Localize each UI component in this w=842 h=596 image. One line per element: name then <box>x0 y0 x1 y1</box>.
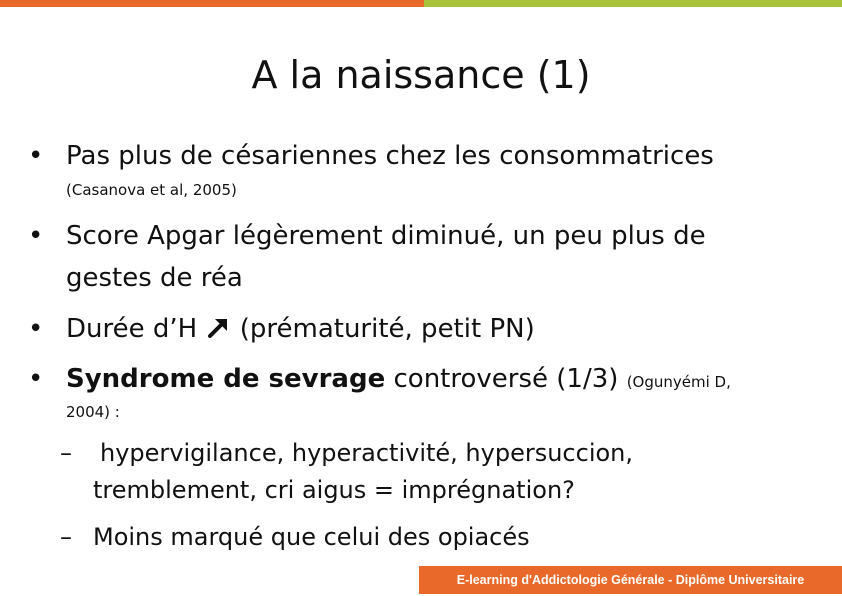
bullet-4-reference: (Ogunyémi D, <box>626 373 731 391</box>
bullet-marker: • <box>28 141 44 171</box>
sub-item-1-line1: hypervigilance, hyperactivité, hypersuccion, <box>100 439 634 467</box>
bullet-3-text <box>66 313 535 345</box>
footer-banner: E-learning d'Addictologie Générale - Diplôme Universitaire <box>419 566 842 594</box>
bullet-2-text-line2: gestes de réa <box>66 263 243 293</box>
sub-item-2-text: Moins marqué que celui des opiacés <box>93 523 530 551</box>
top-accent-bar-green <box>424 0 842 7</box>
bullet-4-reference-cont: 2004) : <box>66 403 120 421</box>
bullet-3-text-before: Durée d’H <box>66 314 198 344</box>
dash-marker: – <box>60 439 72 467</box>
sub-item-1-line2: tremblement, cri aigus = imprégnation? <box>93 476 575 504</box>
bullet-4-bold-text: Syndrome de sevrage <box>66 364 386 394</box>
bullet-3-text-after: (prématurité, petit PN) <box>239 314 535 344</box>
bullet-marker: • <box>28 314 44 344</box>
arrow-up-right-icon <box>207 317 229 339</box>
bullet-4-text <box>66 363 731 398</box>
bullet-1-text: Pas plus de césariennes chez les consommatrices <box>66 141 714 171</box>
bullet-marker: • <box>28 364 44 394</box>
bullet-marker: • <box>28 221 44 251</box>
dash-marker: – <box>60 523 72 551</box>
slide-title: A la naissance (1) <box>251 53 591 97</box>
top-accent-bar-orange <box>0 0 424 7</box>
bullet-1-reference: (Casanova et al, 2005) <box>66 181 237 199</box>
bullet-2-text-line1: Score Apgar légèrement diminué, un peu plus de <box>66 221 706 251</box>
bullet-4-rest-text: controversé (1/3) <box>393 364 619 394</box>
